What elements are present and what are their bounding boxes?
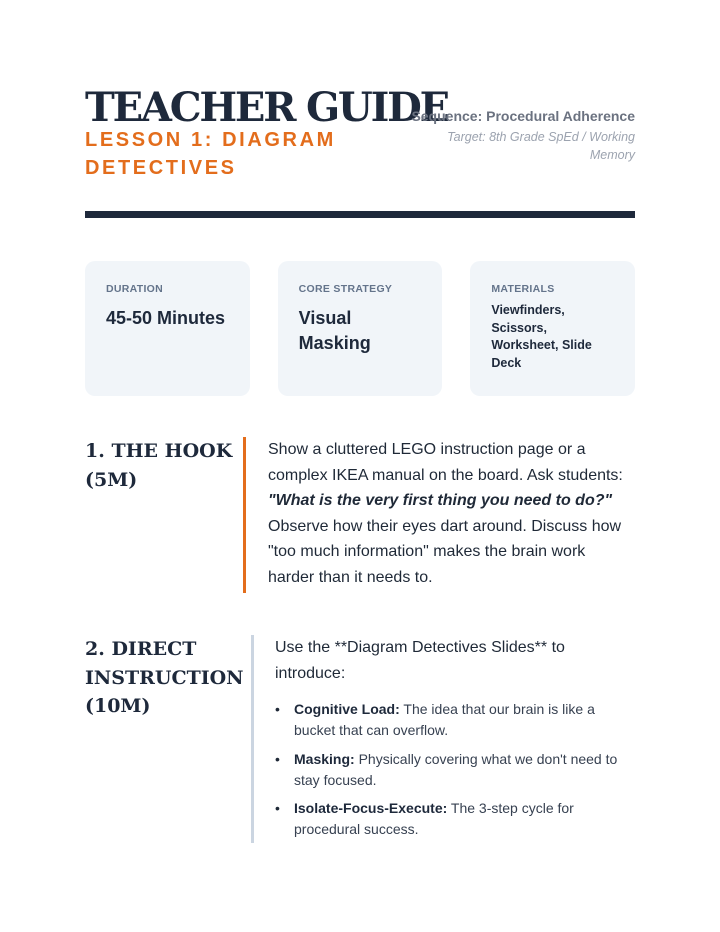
- duration-card: [85, 261, 250, 396]
- guide-header: [85, 84, 635, 188]
- point-text: The idea that our brain is like a bucket that can overflow.: [294, 701, 595, 739]
- card-value: Visual Masking: [298, 308, 371, 353]
- section-body: [275, 635, 635, 848]
- list-item: [275, 699, 635, 741]
- section-heading: 2. DIRECT INSTRUCTION (10M): [85, 638, 244, 717]
- point-term: Cognitive Load:: [294, 701, 400, 718]
- core-strategy-card: [278, 261, 443, 396]
- point-term: Masking:: [294, 750, 355, 767]
- card-label: DURATION: [106, 283, 164, 295]
- card-label: CORE STRATEGY: [298, 283, 393, 295]
- card-label: MATERIALS: [491, 283, 555, 295]
- lesson-meta: [405, 106, 635, 164]
- point-term: Isolate-Focus-Execute:: [294, 800, 448, 817]
- info-cards: [85, 261, 635, 396]
- point-text: The 3-step cycle for procedural success.: [294, 800, 574, 838]
- materials-card: [470, 261, 635, 396]
- point-text: Physically covering what we don't need to stay focused.: [294, 750, 618, 788]
- section-direct-instruction: [85, 635, 635, 843]
- section-heading: 1. THE HOOK (5M): [85, 440, 233, 491]
- target-label: Target: 8th Grade SpEd / Working Memory: [447, 130, 635, 162]
- key-points-list: [275, 699, 635, 840]
- card-value: Viewfinders, Scissors, Worksheet, Slide Deck: [491, 303, 592, 370]
- section-accent-bar: [251, 635, 254, 843]
- lesson-subtitle: LESSON 1: DIAGRAM DETECTIVES: [85, 129, 336, 179]
- list-item: [275, 749, 635, 791]
- page-title: TEACHER GUIDE: [85, 84, 448, 131]
- hook-question: "What is the very first thing you need to do?": [268, 492, 613, 510]
- section-intro: Use the **Diagram Detectives Slides** to introduce:: [275, 639, 565, 682]
- body-text: Show a cluttered LEGO instruction page or a complex IKEA manual on the board. Ask students:: [268, 441, 623, 484]
- header-divider: [85, 211, 635, 218]
- section-body: [268, 437, 635, 591]
- list-item: [275, 798, 635, 840]
- section-accent-bar: [243, 437, 246, 593]
- section-hook: [85, 437, 635, 593]
- card-value: 45-50 Minutes: [106, 308, 226, 328]
- body-text: Observe how their eyes dart around. Discuss how "too much information" makes the brain work harder than it needs to.: [268, 517, 622, 586]
- sequence-label: Sequence: Procedural Adherence: [411, 108, 635, 124]
